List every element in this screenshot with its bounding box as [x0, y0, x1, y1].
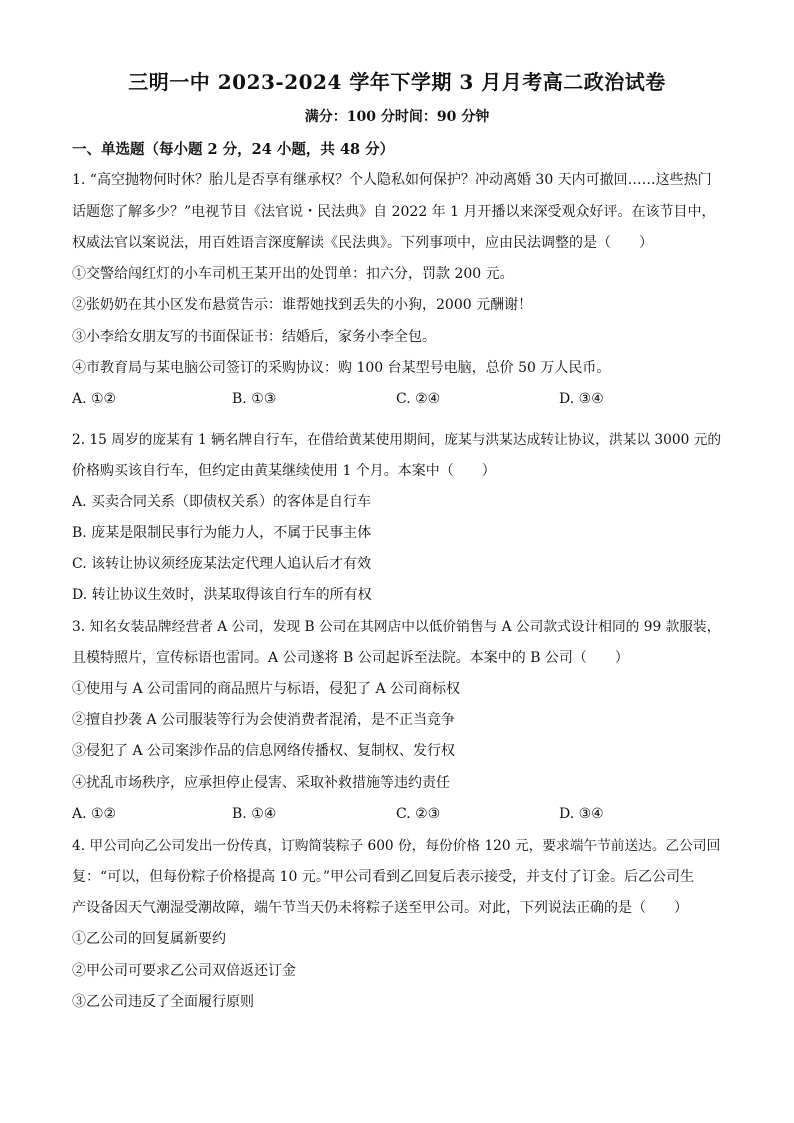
q1-line-2: 话题您了解多少？”电视节目《法官说・民法典》自 2022 年 1 月开播以来深受观众好评。在该节目中， [72, 204, 716, 220]
q3-line-2: 且模特照片，宣传标语也雷同。A 公司遂将 B 公司起诉至法院。本案中的 B 公司（ ） [72, 650, 629, 666]
q2-option-c[interactable]: C. 该转让协议须经庞某法定代理人追认后才有效 [72, 556, 372, 572]
section-heading-single-choice: 一、单选题（每小题 2 分，24 小题，共 48 分） [72, 141, 395, 158]
q3-line-1: 3. 知名女装品牌经营者 A 公司，发现 B 公司在其网店中以低价销售与 A 公司款式设计相同的 99 款服装， [72, 619, 721, 635]
q2-option-d[interactable]: D. 转让协议生效时，洪某取得该自行车的所有权 [72, 587, 372, 603]
q1-statement-4: ④市教育局与某电脑公司签订的采购协议：购 100 台某型号电脑，总价 50 万人民币。 [72, 360, 611, 376]
q1-options [72, 389, 724, 409]
exam-title: 三明一中 2023-2024 学年下学期 3 月月考高二政治试卷 [128, 70, 666, 94]
q1-option-c[interactable]: C. ②④ [396, 391, 441, 407]
q4-statement-2: ②甲公司可要求乙公司双倍返还订金 [72, 963, 296, 979]
q1-option-b[interactable]: B. ①③ [232, 391, 277, 407]
q1-statement-3: ③小李给女朋友写的书面保证书：结婚后，家务小李全包。 [72, 329, 436, 345]
q3-statement-4: ④扰乱市场秩序，应承担停止侵害、采取补救措施等违约责任 [72, 775, 450, 791]
q4-line-1: 4. 甲公司向乙公司发出一份传真，订购简装粽子 600 份，每份价格 120 元，要求端午节前送达。乙公司回 [72, 838, 721, 854]
q3-statement-3: ③侵犯了 A 公司案涉作品的信息网络传播权、复制权、发行权 [72, 743, 456, 759]
exam-subtitle: 满分：100 分时间：90 分钟 [304, 109, 490, 125]
q1-option-a[interactable]: A. ①② [72, 391, 117, 407]
q3-option-c[interactable]: C. ②③ [396, 806, 441, 822]
q2-line-1: 2. 15 周岁的庞某有 1 辆名牌自行车，在借给黄某使用期间，庞某与洪某达成转让协议，洪某以 3000 元的 [72, 432, 722, 448]
q2-line-2: 价格购买该自行车，但约定由黄某继续使用 1 个月。本案中（ ） [72, 463, 496, 479]
q4-line-2: 复：“可以，但每份粽子价格提高 10 元。”甲公司看到乙回复后表示接受，并支付了订金。后乙公司生 [72, 869, 695, 885]
q3-statement-1: ①使用与 A 公司雷同的商品照片与标语，侵犯了 A 公司商标权 [72, 681, 461, 697]
q1-line-1: 1. “高空抛物何时休？胎儿是否享有继承权？个人隐私如何保护？冲动离婚 30 天内可撤回……这些热门 [72, 172, 712, 188]
q4-statement-1: ①乙公司的回复属新要约 [72, 931, 226, 947]
q3-option-d[interactable]: D. ③④ [559, 806, 604, 822]
q1-option-d[interactable]: D. ③④ [559, 391, 604, 407]
q3-option-a[interactable]: A. ①② [72, 806, 117, 822]
q3-option-b[interactable]: B. ①④ [232, 806, 277, 822]
q4-statement-3: ③乙公司违反了全面履行原则 [72, 994, 254, 1010]
q1-line-3: 权威法官以案说法，用百姓语言深度解读《民法典》。下列事项中，应由民法调整的是（ ） [72, 235, 653, 251]
q3-statement-2: ②擅自抄袭 A 公司服装等行为会使消费者混淆，是不正当竞争 [72, 712, 456, 728]
q1-statement-1: ①交警给闯红灯的小车司机王某开出的处罚单：扣六分，罚款 200 元。 [72, 266, 514, 282]
q4-line-3: 产设备因天气潮湿受潮故障，端午节当天仍未将粽子送至甲公司。对此，下列说法正确的是（ ） [72, 900, 688, 916]
q3-options [72, 804, 724, 824]
q2-option-b[interactable]: B. 庞某是限制民事行为能力人，不属于民事主体 [72, 525, 372, 541]
q2-option-a[interactable]: A. 买卖合同关系（即债权关系）的客体是自行车 [72, 494, 372, 510]
q1-statement-2: ②张奶奶在其小区发布悬赏告示：谁帮她找到丢失的小狗，2000 元酬谢！ [72, 297, 533, 313]
